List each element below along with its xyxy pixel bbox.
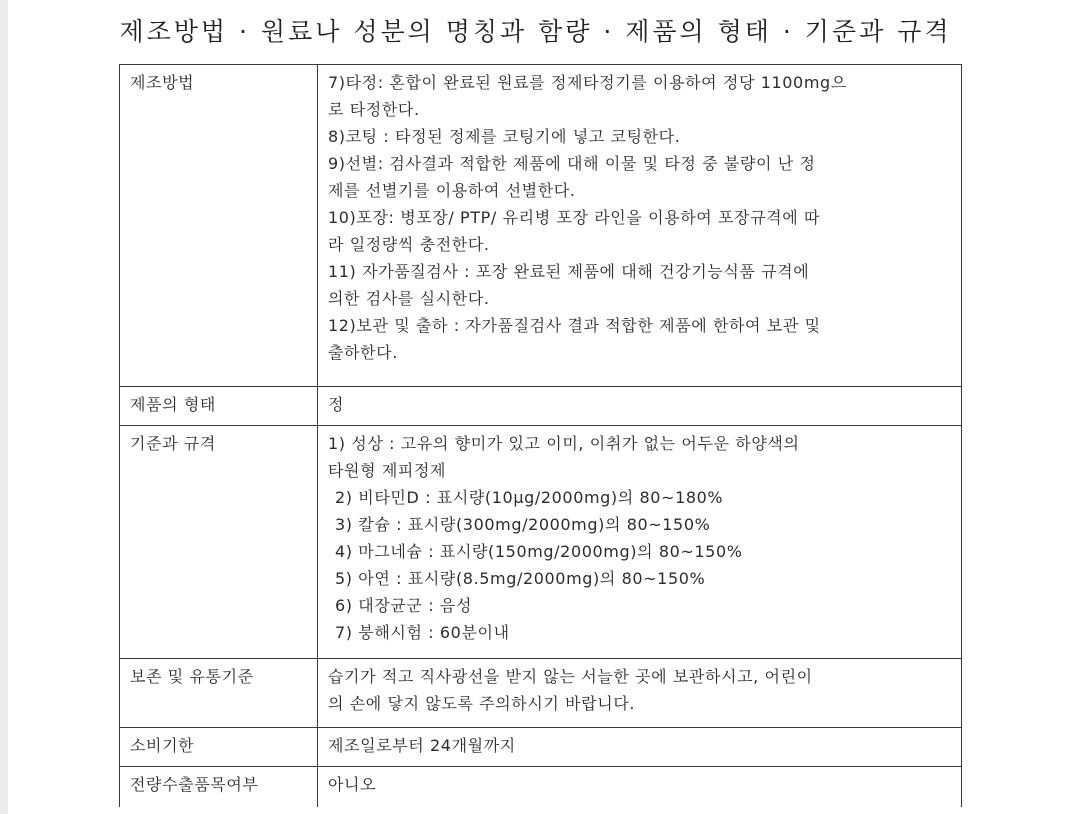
spec-table bbox=[119, 64, 962, 807]
row-expiry bbox=[120, 728, 962, 767]
storage-line: 의 손에 닿지 않도록 주의하시기 바랍니다. bbox=[328, 694, 636, 713]
standard-line: 4) 마그네슘 : 표시량(150mg/2000mg)의 80~150% bbox=[335, 542, 743, 561]
row-export bbox=[120, 767, 962, 808]
standard-label: 기준과 규격 bbox=[120, 426, 318, 659]
document-title: 제조방법 · 원료나 성분의 명칭과 함량 · 제품의 형태 · 기준과 규격 bbox=[119, 17, 952, 46]
method-line: 의한 검사를 실시한다. bbox=[328, 289, 490, 308]
method-line: 제를 선별기를 이용하여 선별한다. bbox=[328, 181, 576, 200]
row-form bbox=[120, 387, 962, 426]
page-edge-shadow bbox=[0, 0, 8, 814]
method-label: 제조방법 bbox=[120, 65, 318, 387]
expiry-label: 소비기한 bbox=[120, 728, 318, 767]
method-line: 로 타정한다. bbox=[328, 100, 420, 119]
method-value bbox=[318, 65, 962, 387]
method-line: 9)선별: 검사결과 적합한 제품에 대해 이물 및 타정 중 불량이 난 정 bbox=[328, 154, 816, 173]
method-line: 7)타정: 혼합이 완료된 원료를 정제타정기를 이용하여 정당 1100mg으 bbox=[328, 73, 847, 92]
form-value: 정 bbox=[318, 387, 962, 426]
expiry-value: 제조일로부터 24개월까지 bbox=[318, 728, 962, 767]
method-line: 11) 자가품질검사 : 포장 완료된 제품에 대해 건강기능식품 규격에 bbox=[328, 262, 810, 281]
standard-value bbox=[318, 426, 962, 659]
form-label: 제품의 형태 bbox=[120, 387, 318, 426]
storage-line: 습기가 적고 직사광선을 받지 않는 서늘한 곳에 보관하시고, 어린이 bbox=[328, 667, 813, 686]
method-line: 라 일정량씩 충전한다. bbox=[328, 235, 490, 254]
standard-line: 5) 아연 : 표시량(8.5mg/2000mg)의 80~150% bbox=[335, 569, 706, 588]
export-value: 아니오 bbox=[318, 767, 962, 808]
standard-line: 타원형 제피정제 bbox=[328, 461, 447, 480]
standard-line: 1) 성상 : 고유의 향미가 있고 이미, 이취가 없는 어두운 하양색의 bbox=[328, 434, 800, 453]
method-line: 12)보관 및 출하 : 자가품질검사 결과 적합한 제품에 한하여 보관 및 bbox=[328, 316, 821, 335]
storage-label: 보존 및 유통기준 bbox=[120, 659, 318, 728]
standard-line: 7) 붕해시험 : 60분이내 bbox=[335, 623, 510, 642]
row-method bbox=[120, 65, 962, 387]
row-storage bbox=[120, 659, 962, 728]
row-standard bbox=[120, 426, 962, 659]
storage-value bbox=[318, 659, 962, 728]
method-line: 10)포장: 병포장/ PTP/ 유리병 포장 라인을 이용하여 포장규격에 따 bbox=[328, 208, 821, 227]
export-label: 전량수출품목여부 bbox=[120, 767, 318, 808]
standard-line: 3) 칼슘 : 표시량(300mg/2000mg)의 80~150% bbox=[335, 515, 711, 534]
standard-line: 6) 대장균군 : 음성 bbox=[335, 596, 473, 615]
method-line: 출하한다. bbox=[328, 343, 398, 362]
standard-line: 2) 비타민D : 표시량(10μg/2000mg)의 80~180% bbox=[335, 488, 724, 507]
method-line: 8)코팅 : 타정된 정제를 코팅기에 넣고 코팅한다. bbox=[328, 127, 681, 146]
